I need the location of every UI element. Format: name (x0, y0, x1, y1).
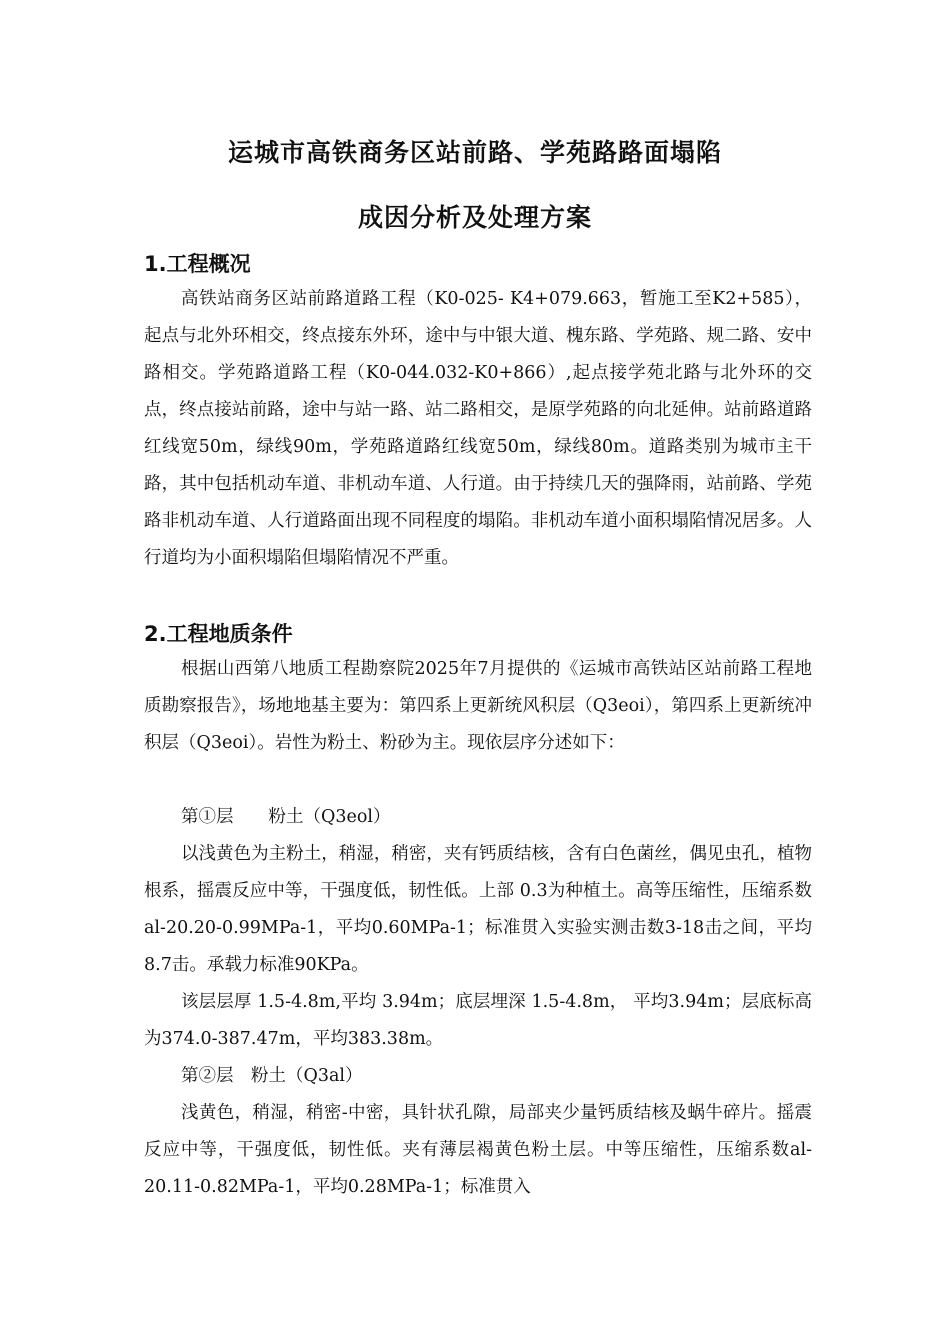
layer-2-label: 第②层 粉土（Q3al） (181, 1066, 363, 1086)
document-title-line-1: 运城市高铁商务区站前路、学苑路路面塌陷 (227, 138, 722, 167)
layer-2-description: 浅黄色，稍湿，稍密-中密，具针状孔隙，局部夹少量钙质结核及蜗牛碎片。摇震反应中等，干强度低，韧性低。夹有薄层褐黄色粉土层。中等压缩性，压缩系数al-20.11-0.82MPa-1，平均0.28MPa-1；标准贯入 (144, 1103, 812, 1197)
section-2-heading: 2.工程地质条件 (144, 622, 293, 646)
document-title-line-2: 成因分析及处理方案 (357, 203, 592, 232)
section-2-intro-paragraph: 根据山西第八地质工程勘察院2025年7月提供的《运城市高铁站区站前路工程地质勘察报告》，场地地基主要为：第四系上更新统风积层（Q3eoi），第四系上更新统冲积层（Q3eoi）。岩性为粉土、粉砂为主。现依层序分述如下： (144, 659, 812, 753)
section-1-heading: 1.工程概况 (144, 252, 251, 276)
layer-1-label: 第①层 粉土（Q3eol） (181, 807, 391, 827)
layer-1-description: 以浅黄色为主粉土，稍湿，稍密，夹有钙质结核，含有白色菌丝，偶见虫孔，植物根系，摇震反应中等，干强度低，韧性低。上部 0.3为种植土。高等压缩性，压缩系数al-20.20-0.99MPa-1，平均0.60MPa-1；标准贯入实验实测击数3-18击之间，平均8.7击。承载力标准90KPa。 (144, 844, 812, 975)
layer-1-thickness: 该层层厚 1.5-4.8m,平均 3.94m；底层埋深 1.5-4.8m， 平均3.94m；层底标高为374.0-387.47m，平均383.38m。 (144, 992, 812, 1049)
section-1-paragraph: 高铁站商务区站前路道路工程（K0-025- K4+079.663，暂施工至K2+585），起点与北外环相交，终点接东外环，途中与中银大道、槐东路、学苑路、规二路、安中路相交。学苑路道路工程（K0-044.032-K0+866）,起点接学苑北路与北外环的交点，终点接站前路，途中与站一路、站二路相交，是原学苑路的向北延伸。站前路道路红线宽50m，绿线90m，学苑路道路红线宽50m，绿线80m。道路类别为城市主干路，其中包括机动车道、非机动车道、人行道。由于持续几天的强降雨，站前路、学苑路非机动车道、人行道路面出现不同程度的塌陷。非机动车道小面积塌陷情况居多。人行道均为小面积塌陷但塌陷情况不严重。 (144, 289, 812, 568)
